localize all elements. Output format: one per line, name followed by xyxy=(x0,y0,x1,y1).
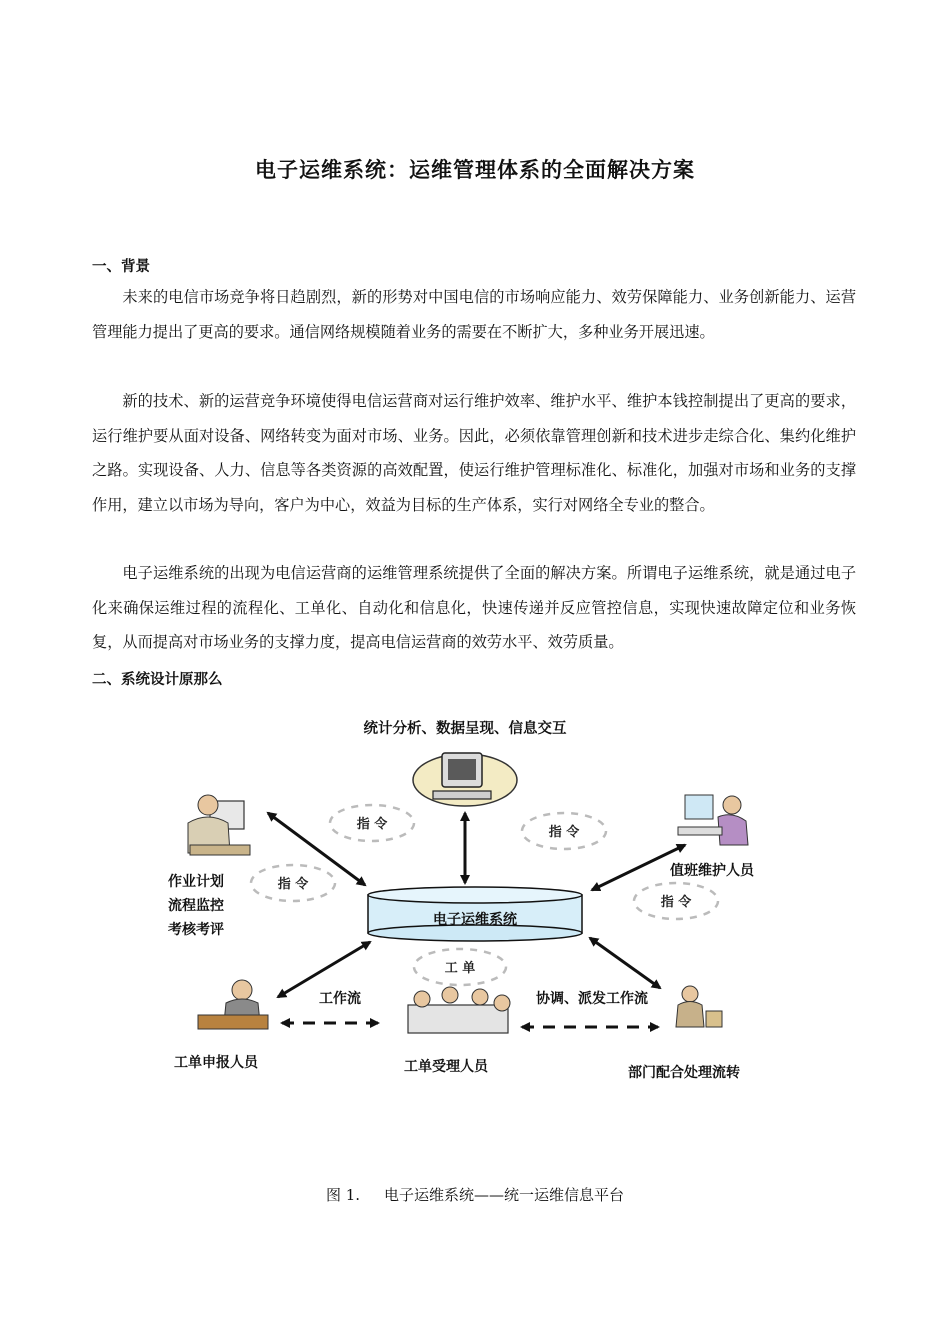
paragraph-1: 未来的电信市场竞争将日趋剧烈，新的形势对中国电信的市场响应能力、效劳保障能力、业务创新能力、运营管理能力提出了更高的要求。通信网络规模随着业务的需要在不断扩大，多种业务开展迅速。 xyxy=(92,288,856,341)
command-bubble-top-right xyxy=(522,813,606,849)
bottom-center-label: 工单受理人员 xyxy=(404,1059,488,1075)
paragraph-2: 新的技术、新的运营竞争环境使得电信运营商对运行维护效率、维护水平、维护本钱控制提出了更高的要求，运行维护要从面对设备、网络转变为面对市场、业务。因此，必须依靠管理创新和技术进步走综合化、集约化维护之路。实现设备、人力、信息等各类资源的高效配置，使运行维护管理标准化、标准化，加强对市场和业务的支撑作用，建立以市场为导向，客户为中心，效益为目标的生产体系，实行对网络全专业的整合。 xyxy=(92,392,856,514)
right-label: 值班维护人员 xyxy=(670,863,754,879)
ticket-bubble xyxy=(414,949,506,985)
svg-text:指 令: 指 令 xyxy=(277,877,309,892)
center-label: 电子运维系统 xyxy=(433,912,517,928)
ticket-handlers-icon xyxy=(408,987,510,1033)
left-label-3: 考核考评 xyxy=(168,922,224,938)
ticket-reporter-icon xyxy=(198,980,268,1029)
computer-cloud-icon xyxy=(413,753,517,806)
command-bubble-left xyxy=(251,865,335,901)
figure-caption-text: 电子运维系统——统一运维信息平台 xyxy=(384,1186,625,1204)
top-label: 统计分析、数据呈现、信息交互 xyxy=(363,721,567,737)
left-label-2: 流程监控 xyxy=(168,898,224,914)
svg-text:指 令: 指 令 xyxy=(548,825,580,840)
department-worker-icon xyxy=(676,986,722,1027)
svg-text:工 单: 工 单 xyxy=(444,961,476,976)
svg-text:指 令: 指 令 xyxy=(356,817,388,832)
arrow-bottom-left xyxy=(278,942,370,997)
system-diagram xyxy=(150,705,800,1105)
arrow-bottom-right xyxy=(590,938,660,988)
paragraph-3: 电子运维系统的出现为电信运营商的运维管理系统提供了全面的解决方案。所谓电子运维系统，就是通过电子化来确保运维过程的流程化、工单化、自动化和信息化，快速传递并反应管控信息，实现快速故障定位和业务恢复，从而提高对市场业务的支撑力度，提高电信运营商的效劳水平、效劳质量。 xyxy=(92,564,856,651)
office-worker-icon xyxy=(188,795,250,855)
page-title: 电子运维系统：运维管理体系的全面解决方案 xyxy=(255,158,695,182)
figure-caption xyxy=(0,1184,950,1205)
arrow-left xyxy=(268,813,365,885)
dispatch-label: 协调、派发工作流 xyxy=(536,991,648,1007)
figure-number: 图 1. xyxy=(325,1186,361,1204)
duty-operator-icon xyxy=(678,795,748,845)
bottom-left-label: 工单申报人员 xyxy=(174,1055,258,1071)
command-bubble-top-left xyxy=(330,805,414,841)
section-heading-background: 一、背景 xyxy=(92,259,150,275)
section-heading-design-principles: 二、系统设计原那么 xyxy=(92,672,223,688)
center-system-cylinder xyxy=(368,887,582,941)
workflow-label: 工作流 xyxy=(319,991,361,1007)
svg-text:指 令: 指 令 xyxy=(660,895,692,910)
command-bubble-right xyxy=(634,883,718,919)
left-label-1: 作业计划 xyxy=(168,874,224,890)
bottom-right-label: 部门配合处理流转 xyxy=(628,1065,740,1081)
